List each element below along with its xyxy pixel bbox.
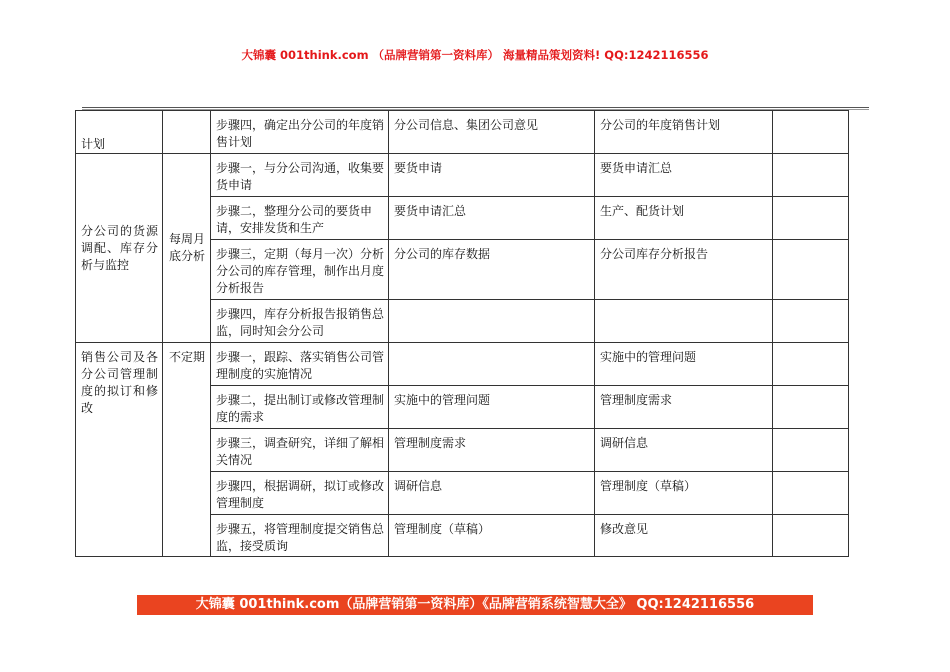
step-cell: 步骤二，提出制订或修改管理制度的需求	[211, 386, 389, 429]
output-cell	[595, 300, 773, 343]
input-cell: 实施中的管理问题	[389, 386, 595, 429]
extra-cell	[773, 472, 849, 515]
output-cell: 分公司的年度销售计划	[595, 111, 773, 154]
input-cell: 管理制度（草稿）	[389, 515, 595, 557]
step-cell: 步骤三，调查研究，详细了解相关情况	[211, 429, 389, 472]
category-cell: 分公司的货源调配、库存分析与监控	[76, 154, 163, 343]
input-cell: 要货申请汇总	[389, 197, 595, 240]
frequency-cell	[163, 111, 211, 154]
frequency-cell: 不定期	[163, 343, 211, 557]
extra-cell	[773, 197, 849, 240]
step-cell: 步骤四，根据调研，拟订或修改管理制度	[211, 472, 389, 515]
output-cell: 修改意见	[595, 515, 773, 557]
output-cell: 要货申请汇总	[595, 154, 773, 197]
output-cell: 管理制度（草稿）	[595, 472, 773, 515]
output-cell: 生产、配货计划	[595, 197, 773, 240]
extra-cell	[773, 154, 849, 197]
table-row	[76, 154, 849, 197]
extra-cell	[773, 111, 849, 154]
process-table	[75, 110, 849, 557]
input-cell: 调研信息	[389, 472, 595, 515]
input-cell: 管理制度需求	[389, 429, 595, 472]
input-cell: 分公司的库存数据	[389, 240, 595, 300]
input-cell: 分公司信息、集团公司意见	[389, 111, 595, 154]
input-cell: 要货申请	[389, 154, 595, 197]
footer-banner: 大锦囊 001think.com（品牌营销第一资料库）《品牌营销系统智慧大全》 QQ:1242116556	[137, 595, 813, 615]
category-cell: 计划	[76, 111, 163, 154]
output-cell: 分公司库存分析报告	[595, 240, 773, 300]
top-divider	[82, 107, 869, 108]
input-cell	[389, 300, 595, 343]
step-cell: 步骤一，与分公司沟通，收集要货申请	[211, 154, 389, 197]
output-cell: 实施中的管理问题	[595, 343, 773, 386]
extra-cell	[773, 300, 849, 343]
extra-cell	[773, 386, 849, 429]
output-cell: 管理制度需求	[595, 386, 773, 429]
table-row	[76, 111, 849, 154]
extra-cell	[773, 429, 849, 472]
output-cell: 调研信息	[595, 429, 773, 472]
extra-cell	[773, 343, 849, 386]
step-cell: 步骤四，库存分析报告报销售总监，同时知会分公司	[211, 300, 389, 343]
category-cell: 销售公司及各分公司管理制度的拟订和修改	[76, 343, 163, 557]
frequency-cell: 每周月底分析	[163, 154, 211, 343]
step-cell: 步骤五，将管理制度提交销售总监，接受质询	[211, 515, 389, 557]
extra-cell	[773, 240, 849, 300]
input-cell	[389, 343, 595, 386]
step-cell: 步骤二，整理分公司的要货申请，安排发货和生产	[211, 197, 389, 240]
extra-cell	[773, 515, 849, 557]
table-row	[76, 343, 849, 386]
step-cell: 步骤三，定期（每月一次）分析分公司的库存管理，制作出月度分析报告	[211, 240, 389, 300]
step-cell: 步骤四，确定出分公司的年度销售计划	[211, 111, 389, 154]
step-cell: 步骤一，跟踪、落实销售公司管理制度的实施情况	[211, 343, 389, 386]
header-banner: 大锦囊 001think.com （品牌营销第一资料库） 海量精品策划资料! QQ:1242116556	[241, 48, 709, 62]
